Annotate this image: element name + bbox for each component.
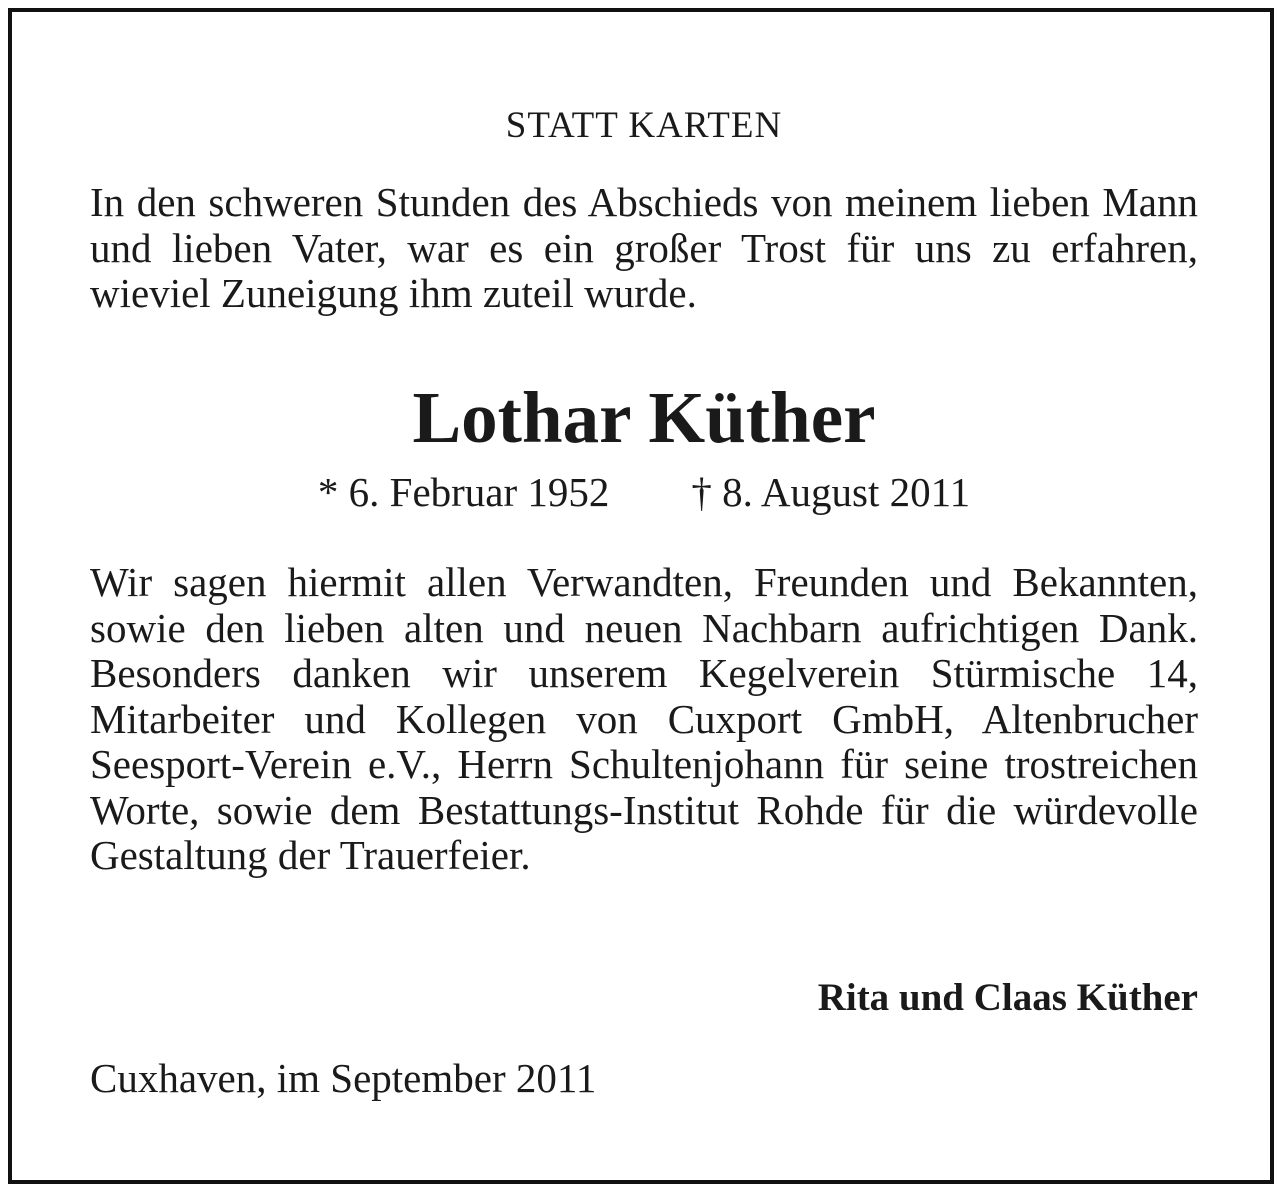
life-dates [90, 468, 1198, 516]
death-date: † 8. August 2011 [691, 469, 971, 515]
birth-date: * 6. Februar 1952 [317, 469, 610, 515]
notice-header: STATT KARTEN [505, 105, 783, 146]
signature: Rita und Claas Küther [817, 976, 1198, 1019]
notice-frame [8, 8, 1274, 1184]
deceased-name: Lothar Küther [412, 377, 876, 458]
thanks-paragraph: Wir sagen hiermit allen Verwandten, Freunden und Bekannten, sowie den lieben alten und neuen Nachbarn aufrichtigen Dank. Besonders danken wir unserem Kegelverein Stürmische 14, Mitarbeiter und Kollegen von Cuxport GmbH, Altenbrucher Seesport-Verein e.V., Herrn Schultenjohann für seine trostreichen Worte, sowie dem Bestattungs-Institut Rohde für die würdevolle Gestaltung der Trauerfeier. [90, 559, 1198, 878]
intro-paragraph: In den schweren Stunden des Abschieds von meinem lieben Mann und lieben Vater, war es ein großer Trost für uns zu erfahren, wieviel Zuneigung ihm zuteil wurde. [90, 179, 1198, 316]
place-and-date: Cuxhaven, im September 2011 [90, 1055, 597, 1101]
